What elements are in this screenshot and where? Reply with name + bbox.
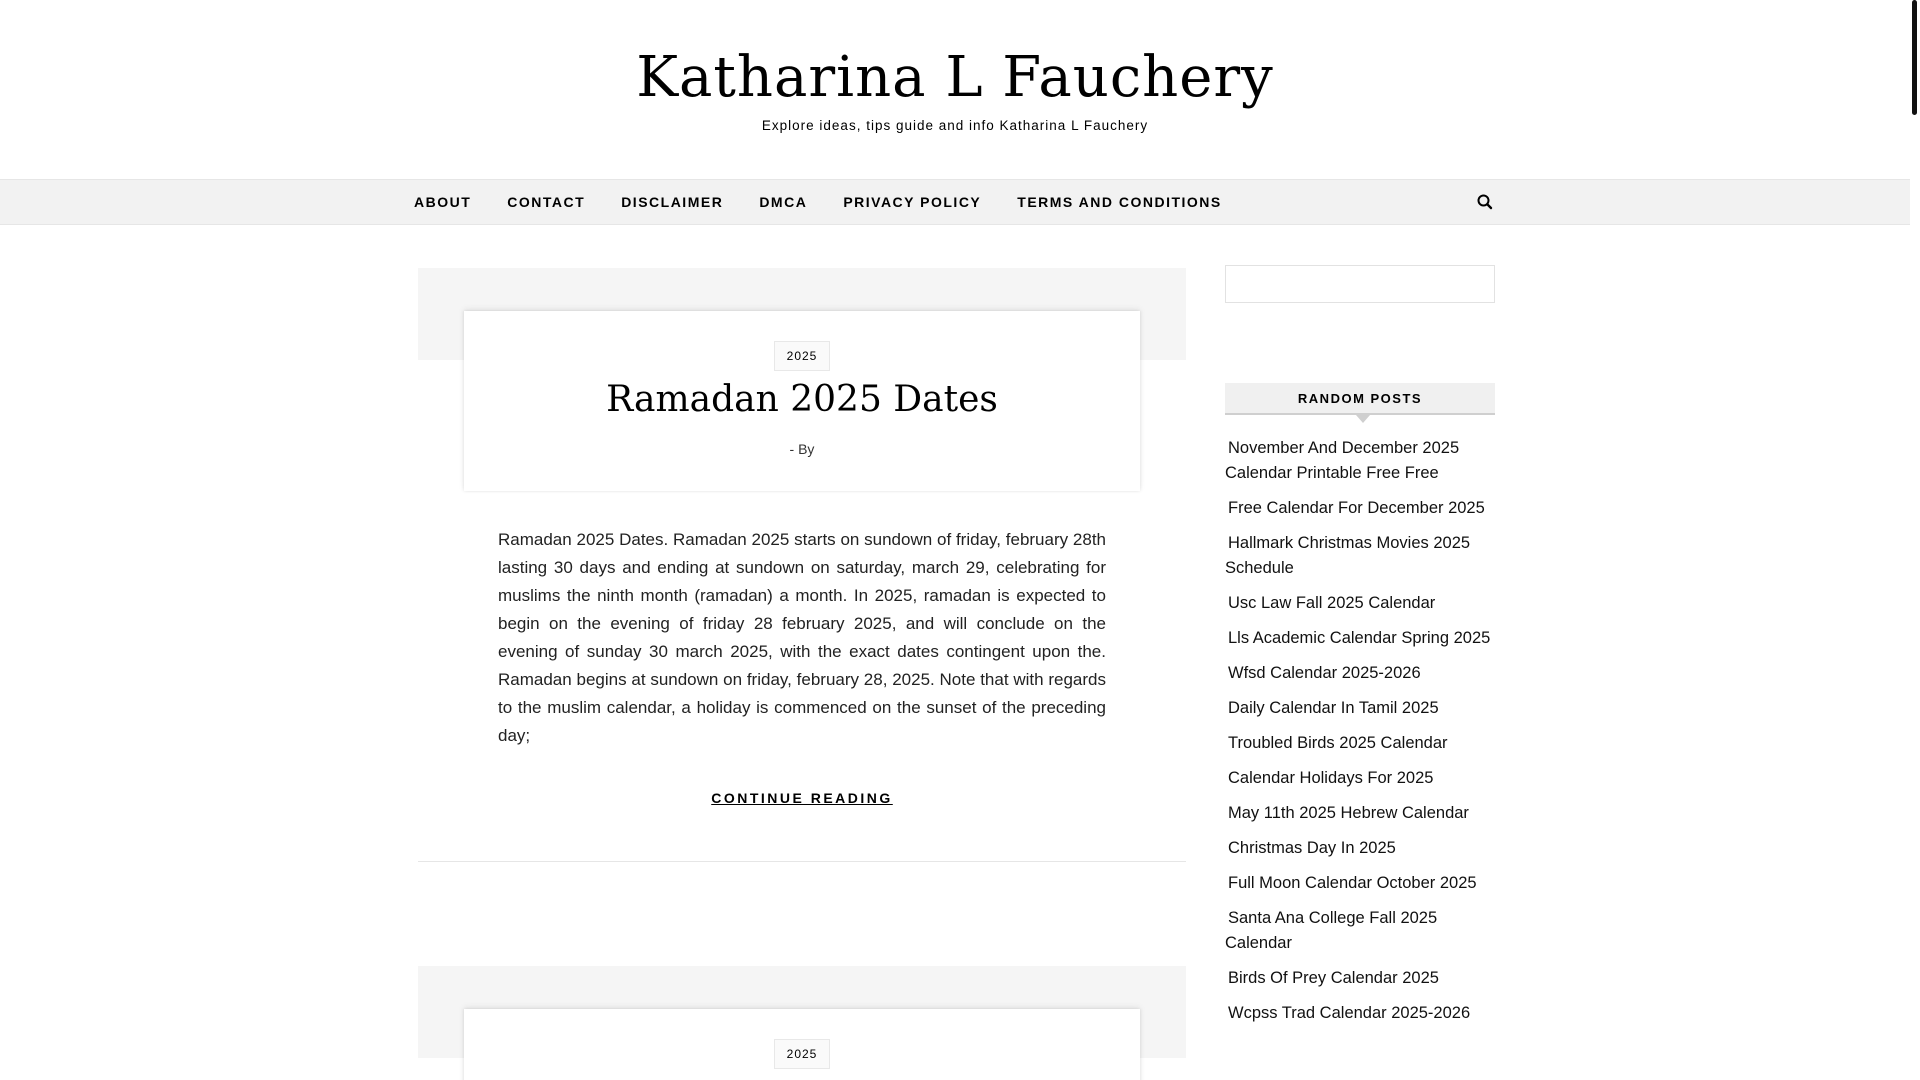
random-posts-title: RANDOM POSTS [1225,383,1495,415]
list-item[interactable]: Birds Of Prey Calendar 2025 [1228,969,1439,987]
list-item[interactable]: Wcpss Trad Calendar 2025-2026 [1228,1004,1471,1022]
search-icon[interactable] [1474,191,1496,213]
post-excerpt: Ramadan 2025 Dates. Ramadan 2025 starts on sundown of friday, february 28th lasting 30 days and ending at sundown on saturday, march 29, celebrating for muslims the ninth month (ramadan) a month. In 2025, ramadan is expected to begin on the evening of friday 28 february 2025, and will conclude on the evening of sunday 30 march 2025, with the exact dates contingent upon the. Ramadan begins at sundown on friday, february 28, 2025. Note that with regards to the muslim calendar, a holiday is commenced on the sunset of the preceding day; [498,530,1106,745]
nav-item-contact[interactable]: CONTACT [507,194,586,210]
search-input[interactable] [1225,265,1495,303]
post-meta: - By [789,441,815,457]
nav-item-privacy-policy[interactable]: PRIVACY POLICY [843,194,982,210]
post-divider [418,861,1186,862]
list-item[interactable]: Santa Ana College Fall 2025 Calendar [1225,909,1438,952]
list-item[interactable]: Lls Academic Calendar Spring 2025 [1228,629,1491,647]
nav-item-disclaimer[interactable]: DISCLAIMER [621,194,724,210]
nav-menu [414,180,1258,224]
list-item[interactable]: May 11th 2025 Hebrew Calendar [1228,804,1469,822]
nav-item-dmca[interactable]: DMCA [759,194,808,210]
site-header [0,0,1910,179]
list-item[interactable]: Calendar Holidays For 2025 [1228,769,1434,787]
list-item[interactable]: November And December 2025 Calendar Printable Free Free [1225,439,1460,482]
list-item[interactable]: Free Calendar For December 2025 [1228,499,1485,517]
site-title[interactable]: Katharina L Fauchery [636,45,1274,110]
site-tagline: Explore ideas, tips guide and info Katharina L Fauchery [761,118,1149,133]
list-item[interactable]: Hallmark Christmas Movies 2025 Schedule [1225,534,1471,577]
scrollbar-thumb[interactable] [1912,0,1917,115]
post-card [464,1009,1140,1080]
category-badge[interactable]: 2025 [774,341,830,371]
widget-title-arrow [1356,415,1370,423]
category-badge[interactable]: 2025 [774,1039,830,1069]
post-title[interactable]: Ramadan 2025 Dates [606,379,998,420]
random-posts-list [1225,436,1495,1036]
nav-item-terms-and-conditions[interactable]: TERMS AND CONDITIONS [1017,194,1222,210]
list-item[interactable]: Usc Law Fall 2025 Calendar [1228,594,1436,612]
main-nav [0,179,1910,225]
nav-item-about[interactable]: ABOUT [414,194,472,210]
list-item[interactable]: Daily Calendar In Tamil 2025 [1228,699,1439,717]
list-item[interactable]: Wfsd Calendar 2025-2026 [1228,664,1421,682]
list-item[interactable]: Full Moon Calendar October 2025 [1228,874,1477,892]
post-card [464,311,1140,491]
continue-reading-link[interactable]: CONTINUE READING [711,790,893,806]
list-item[interactable]: Christmas Day In 2025 [1228,839,1396,857]
list-item[interactable]: Troubled Birds 2025 Calendar [1228,734,1448,752]
